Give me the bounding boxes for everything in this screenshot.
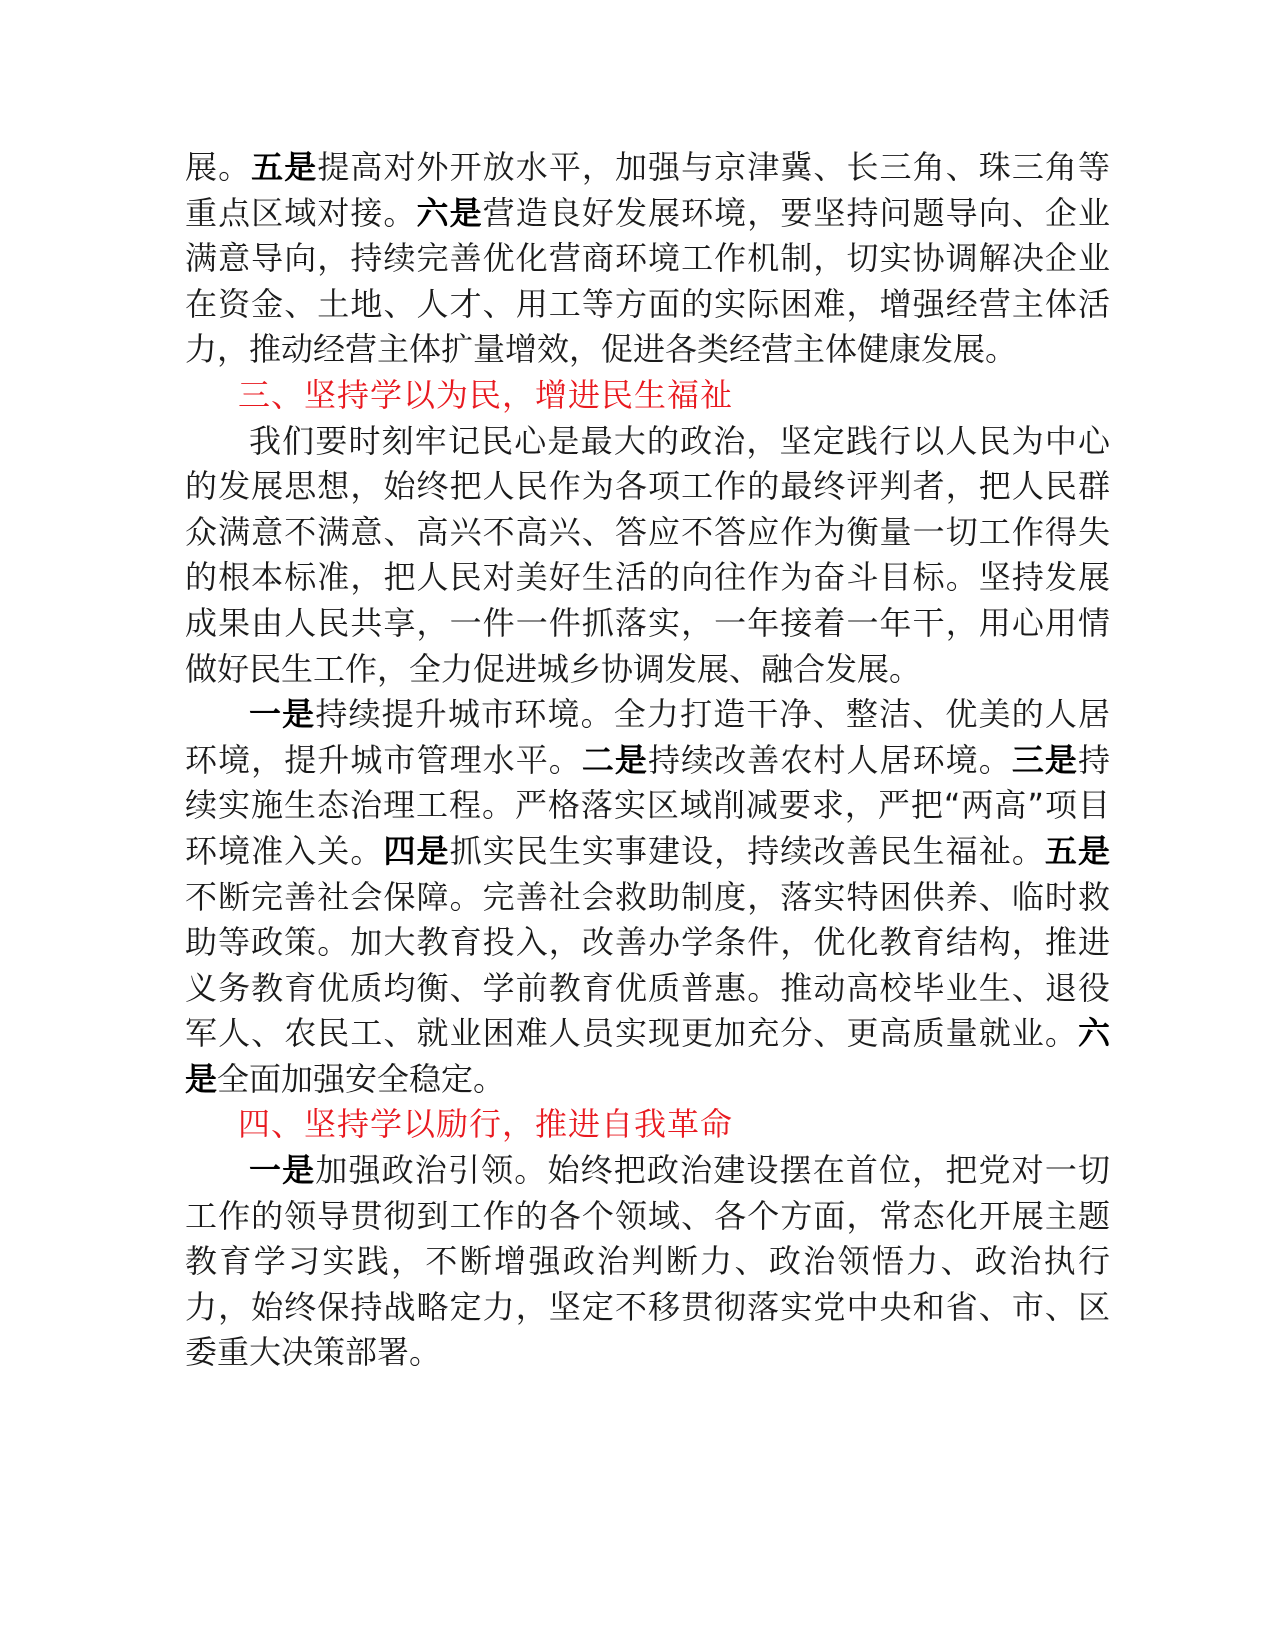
paragraph-text: 持续实施生态治理工程。严格落实区域削减要求，严把“两高”项目环境准入关。 <box>185 740 1110 870</box>
paragraph-text: 持续提升城市环境。全力打造干净、整洁、优美的人居环境，提升城市管理水平。 <box>185 695 1110 779</box>
section-heading-4: 四、坚持学以励行，推进自我革命 <box>238 1105 734 1144</box>
bold-marker: 四是 <box>383 831 450 870</box>
paragraph-text: 营造良好发展环境，要坚持问题导向、企业满意导向，持续完善优化营商环境工作机制，切实协调解决企业在资金、土地、人才、用工等方面的实际困难，增强经营主体活力，推动经营主体扩量增效，促进各类经营主体健康发展。 <box>185 193 1110 369</box>
document-body <box>185 145 1110 1376</box>
paragraph-text: 加强政治引领。始终把政治建设摆在首位，把党对一切工作的领导贯彻到工作的各个领域、各个方面，常态化开展主题教育学习实践，不断增强政治判断力、政治领悟力、政治执行力，始终保持战略定力，坚定不移贯彻落实党中央和省、市、区委重大决策部署。 <box>185 1151 1110 1372</box>
bold-marker: 五是 <box>1044 831 1110 870</box>
bold-marker: 二是 <box>581 740 649 779</box>
bold-marker: 一是 <box>249 695 316 734</box>
paragraph-text: 持续改善农村人居环境。 <box>648 740 1012 779</box>
paragraph-text: 全面加强安全稳定。 <box>217 1059 506 1098</box>
bold-marker: 五是 <box>251 148 318 186</box>
paragraph-political-guidance <box>185 1148 1110 1376</box>
section-heading-3: 三、坚持学以为民，增进民生福祉 <box>238 375 734 414</box>
bold-marker: 三是 <box>1011 740 1078 779</box>
paragraph-text: 提高对外开放水平，加强与京津冀、长三角、珠三角等重点区域对接。 <box>185 148 1110 232</box>
paragraph-text: 不断完善社会保障。完善社会救助制度，落实特困供养、临时救助等政策。加大教育投入，改善办学条件，优化教育结构，推进义务教育优质均衡、学前教育优质普惠。推动高校毕业生、退役军人、农民工、就业困难人员实现更加充分、更高质量就业。 <box>185 877 1110 1053</box>
paragraph-measures <box>185 692 1110 1102</box>
paragraph-intro: 我们要时刻牢记民心是最大的政治，坚定践行以人民为中心的发展思想，始终把人民作为各项工作的最终评判者，把人民群众满意不满意、高兴不高兴、答应不答应作为衡量一切工作得失的根本标准，把人民对美好生活的向往作为奋斗目标。坚持发展成果由人民共享，一件一件抓落实，一年接着一年干，用心用情做好民生工作，全力促进城乡协调发展、融合发展。 <box>185 421 1110 688</box>
paragraph-text: 抓实民生实事建设，持续改善民生福祉。 <box>449 831 1045 870</box>
paragraph-continuation <box>185 145 1110 373</box>
bold-marker: 六是 <box>185 1014 1110 1098</box>
bold-marker: 六是 <box>416 193 483 232</box>
paragraph-text: 展。 <box>185 148 252 186</box>
bold-marker: 一是 <box>249 1151 316 1190</box>
